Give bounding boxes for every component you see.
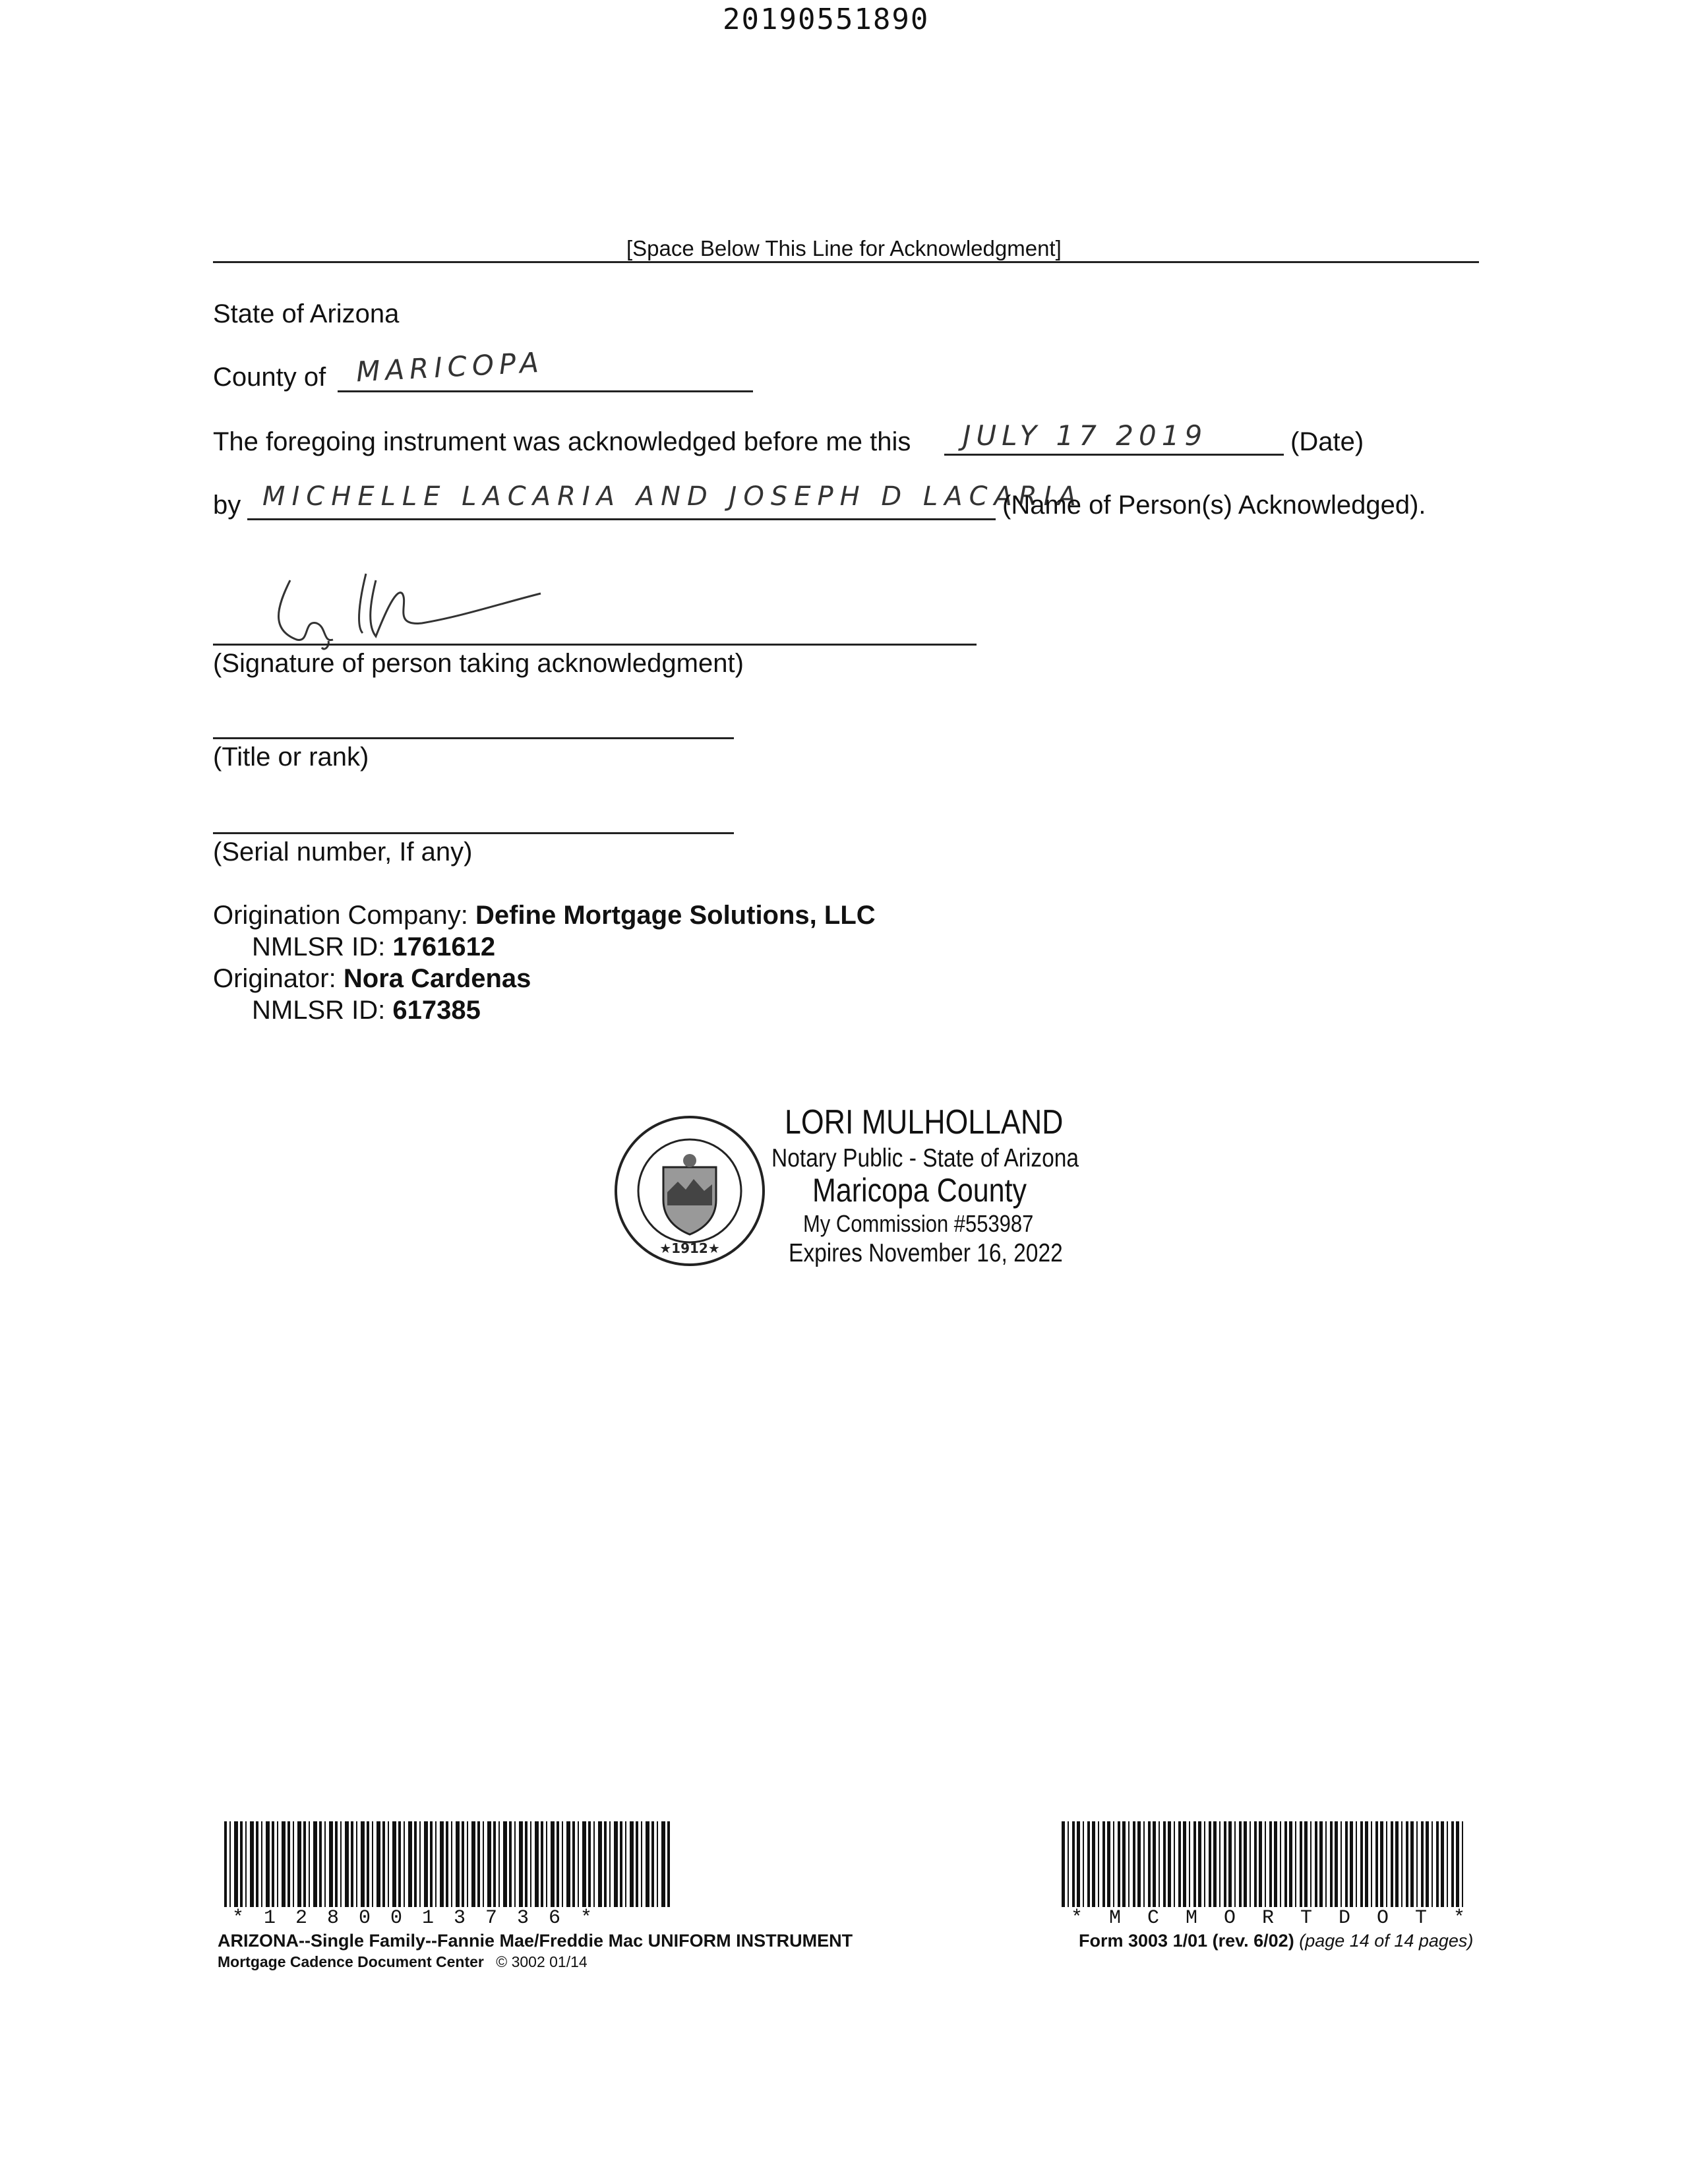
acknowledgment-divider-label: [Space Below This Line for Acknowledgment] — [626, 236, 1062, 260]
by-label: by — [213, 491, 241, 520]
state-line: State of Arizona — [213, 299, 400, 328]
signature-caption: (Signature of person taking acknowledgment) — [213, 649, 744, 678]
instrument-title-state: ARIZONA — [218, 1931, 299, 1951]
instrument-title-rest: --Single Family--Fannie Mae/Freddie Mac UNIFORM INSTRUMENT — [299, 1931, 853, 1951]
county-handwritten: MARICOPA — [355, 346, 545, 388]
page-info: (page 14 of 14 pages) — [1299, 1931, 1474, 1951]
form-info — [1079, 1931, 1473, 1951]
originator-label: Originator: — [213, 964, 336, 993]
instrument-title — [218, 1931, 853, 1951]
title-line — [213, 737, 734, 739]
document-center-name: Mortgage Cadence Document Center — [218, 1953, 484, 1970]
arizona-state-seal — [612, 1113, 768, 1269]
date-handwritten: JULY 17 2019 — [963, 419, 1208, 452]
originator-nmlsr — [252, 994, 481, 1026]
signature-line — [213, 644, 977, 646]
originator-nmlsr-value: 617385 — [392, 996, 481, 1025]
company-nmlsr — [252, 931, 495, 963]
notary-county: Maricopa County — [812, 1172, 1027, 1209]
county-line — [338, 390, 753, 392]
notary-role: Notary Public - State of Arizona — [771, 1144, 1079, 1172]
loan-barcode-text: *1280013736* — [232, 1907, 613, 1929]
form-barcode — [1062, 1821, 1466, 1907]
notary-expires: Expires November 16, 2022 — [789, 1239, 1063, 1267]
notary-commission: My Commission #553987 — [803, 1210, 1034, 1237]
serial-line — [213, 832, 734, 834]
company-nmlsr-value: 1761612 — [392, 932, 496, 961]
company-nmlsr-label: NMLSR ID: — [252, 932, 386, 961]
loan-barcode — [224, 1821, 670, 1907]
persons-label: (Name of Person(s) Acknowledged). — [1002, 491, 1426, 520]
acknowledgment-divider-line — [213, 261, 1479, 263]
originator-nmlsr-label: NMLSR ID: — [252, 996, 386, 1025]
date-line — [944, 454, 1284, 456]
document-number: 20190551890 — [723, 3, 930, 36]
document-center-code: © 3002 01/14 — [496, 1953, 588, 1970]
svg-text:★1912★: ★1912★ — [659, 1240, 720, 1256]
foregoing-text: The foregoing instrument was acknowledged before me this — [213, 427, 911, 456]
date-label: (Date) — [1290, 427, 1364, 456]
serial-caption: (Serial number, If any) — [213, 837, 473, 866]
originator — [213, 963, 531, 994]
form-barcode-text: *MCMORTDOT* — [1071, 1907, 1492, 1929]
originator-value: Nora Cardenas — [343, 964, 531, 993]
origination-company-value: Define Mortgage Solutions, LLC — [475, 901, 876, 930]
persons-handwritten: MICHELLE LACARIA AND JOSEPH D LACARIA — [262, 481, 1083, 512]
origination-company-label: Origination Company: — [213, 901, 468, 930]
notary-name: LORI MULHOLLAND — [785, 1103, 1064, 1141]
origination-company — [213, 899, 876, 931]
title-caption: (Title or rank) — [213, 743, 369, 772]
persons-line — [247, 518, 996, 520]
notary-signature-scribble — [251, 567, 554, 653]
document-center — [218, 1953, 588, 1971]
county-label: County of — [213, 363, 326, 392]
form-label: Form 3003 1/01 (rev. 6/02) — [1079, 1931, 1294, 1951]
